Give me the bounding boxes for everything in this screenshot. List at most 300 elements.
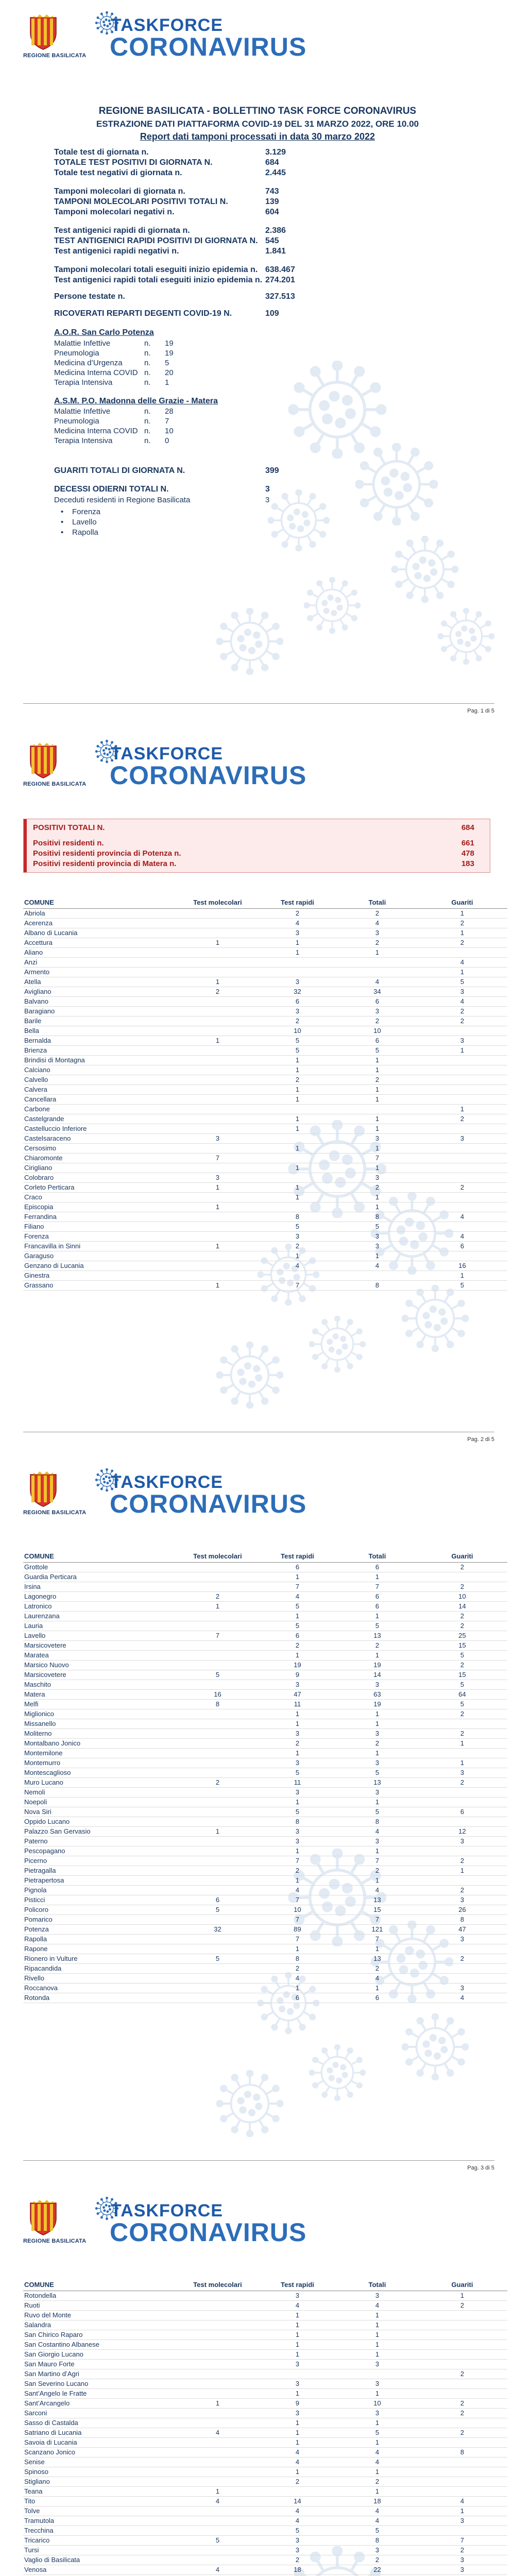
value-cell: 1 bbox=[258, 1876, 337, 1886]
table-row bbox=[23, 928, 507, 938]
value-cell: 2 bbox=[258, 1016, 337, 1026]
value-cell: 1 bbox=[258, 1144, 337, 1154]
value-cell: 34 bbox=[337, 987, 417, 997]
regione-basilicata-logo bbox=[23, 1471, 63, 1514]
value-cell: 4 bbox=[417, 997, 507, 1007]
comune-cell: Accettura bbox=[23, 938, 178, 948]
value-cell: 1 bbox=[337, 1251, 417, 1261]
value-cell: 4 bbox=[417, 1232, 507, 1242]
comune-cell: Castelluccio Inferiore bbox=[23, 1124, 178, 1134]
value-cell: 1 bbox=[258, 2428, 337, 2438]
value-cell: 14 bbox=[417, 1602, 507, 1612]
value-cell: 13 bbox=[337, 1895, 417, 1905]
value-cell: 2 bbox=[417, 919, 507, 928]
value-cell bbox=[178, 1817, 258, 1827]
value-cell: 1 bbox=[337, 1056, 417, 1065]
value-cell: 5 bbox=[258, 2526, 337, 2536]
value-cell bbox=[178, 1680, 258, 1690]
table-row bbox=[23, 1621, 507, 1631]
value-cell bbox=[178, 2311, 258, 2320]
value-cell: 7 bbox=[258, 1915, 337, 1925]
value-cell: 6 bbox=[258, 1563, 337, 1572]
value-cell: 6 bbox=[417, 1242, 507, 1251]
value-cell: 11 bbox=[258, 1700, 337, 1709]
guariti-row-label: GUARITI TOTALI DI GIORNATA N. bbox=[54, 466, 185, 475]
table-row bbox=[23, 1974, 507, 1984]
value-cell bbox=[178, 1974, 258, 1984]
value-cell bbox=[258, 958, 337, 968]
positives-row bbox=[33, 823, 474, 832]
table-row bbox=[23, 1964, 507, 1974]
taskforce-wordmark: TASKFORCE bbox=[111, 744, 224, 764]
value-cell: 1 bbox=[337, 1114, 417, 1124]
comune-cell: Barile bbox=[23, 1016, 178, 1026]
value-cell: 6 bbox=[337, 1036, 417, 1046]
value-cell bbox=[178, 1788, 258, 1798]
value-cell: 1 bbox=[178, 977, 258, 987]
table-row bbox=[23, 2546, 507, 2555]
comune-cell: Brindisi di Montagna bbox=[23, 1056, 178, 1065]
table-row bbox=[23, 1807, 507, 1817]
value-cell: 5 bbox=[417, 1680, 507, 1690]
stat-row bbox=[54, 236, 279, 246]
ward-row bbox=[54, 417, 169, 426]
comune-cell: San Severino Lucano bbox=[23, 2379, 178, 2389]
value-cell: 7 bbox=[337, 1915, 417, 1925]
value-cell: 3 bbox=[417, 2555, 507, 2565]
value-cell: 4 bbox=[337, 2458, 417, 2467]
coronavirus-wordmark: CORONAVIRUS bbox=[110, 32, 307, 61]
table-row bbox=[23, 1817, 507, 1827]
value-cell: 5 bbox=[337, 1222, 417, 1232]
comune-cell: Salandra bbox=[23, 2320, 178, 2330]
value-cell bbox=[417, 2487, 507, 2497]
page-4 bbox=[0, 2185, 515, 2576]
value-cell: 1 bbox=[258, 1065, 337, 1075]
value-cell bbox=[178, 2546, 258, 2555]
deceduti-value: 3 bbox=[265, 496, 270, 504]
value-cell: 3 bbox=[337, 928, 417, 938]
regione-basilicata-logo bbox=[23, 743, 63, 785]
value-cell bbox=[178, 1085, 258, 1095]
virus-watermark-icon bbox=[268, 489, 330, 554]
value-cell bbox=[417, 1202, 507, 1212]
value-cell: 1 bbox=[337, 2350, 417, 2360]
value-cell bbox=[178, 1222, 258, 1232]
value-cell bbox=[417, 2379, 507, 2389]
value-cell: 4 bbox=[258, 1261, 337, 1271]
stat-row-label: Test antigenici rapidi totali eseguiti inizio epidemia n. bbox=[54, 276, 263, 284]
value-cell: 5 bbox=[337, 1046, 417, 1056]
ward-row bbox=[54, 359, 169, 367]
table-row bbox=[23, 1729, 507, 1739]
value-cell: 2 bbox=[417, 2428, 507, 2438]
table-row bbox=[23, 1251, 507, 1261]
value-cell: 2 bbox=[337, 2555, 417, 2565]
place-item: • Lavello bbox=[61, 518, 97, 527]
comune-cell: San Costantino Albanese bbox=[23, 2340, 178, 2350]
value-cell: 2 bbox=[417, 2369, 507, 2379]
ward-n: n. bbox=[144, 349, 151, 358]
table-row bbox=[23, 2301, 507, 2311]
virus-watermark-icon bbox=[216, 2070, 283, 2140]
value-cell: 4 bbox=[258, 1592, 337, 1602]
value-cell: 4 bbox=[337, 1827, 417, 1837]
comune-cell: Baragiano bbox=[23, 1007, 178, 1016]
value-cell: 4 bbox=[337, 2506, 417, 2516]
ward-value: 19 bbox=[165, 349, 174, 358]
value-cell: 1 bbox=[178, 1036, 258, 1046]
value-cell: 1 bbox=[178, 1202, 258, 1212]
table-row bbox=[23, 1651, 507, 1660]
positives-label: Positivi residenti provincia di Potenza n. bbox=[33, 849, 181, 858]
comune-cell: Rivello bbox=[23, 1974, 178, 1984]
stat-row-value: 109 bbox=[265, 309, 279, 318]
table-row bbox=[23, 1641, 507, 1651]
value-cell bbox=[178, 919, 258, 928]
value-cell: 1 bbox=[178, 2487, 258, 2497]
table-row bbox=[23, 2428, 507, 2438]
value-cell: 15 bbox=[417, 1670, 507, 1680]
table-row bbox=[23, 1016, 507, 1026]
value-cell bbox=[417, 2467, 507, 2477]
value-cell: 2 bbox=[337, 1739, 417, 1749]
comune-cell: Tricarico bbox=[23, 2536, 178, 2546]
stat-row-label: Persone testate n. bbox=[54, 292, 125, 301]
value-cell: 5 bbox=[417, 1651, 507, 1660]
value-cell bbox=[178, 1886, 258, 1895]
table-row bbox=[23, 968, 507, 977]
comune-cell: Sarconi bbox=[23, 2409, 178, 2418]
value-cell bbox=[178, 1915, 258, 1925]
ward-name: Malattie Infettive bbox=[54, 407, 111, 416]
municipality-table bbox=[23, 2281, 507, 2576]
comune-cell: Missanello bbox=[23, 1719, 178, 1729]
value-cell: 4 bbox=[337, 1974, 417, 1984]
value-cell: 19 bbox=[337, 1700, 417, 1709]
comune-cell: Montemurro bbox=[23, 1758, 178, 1768]
ward-name: Terapia Intensiva bbox=[54, 436, 113, 445]
comune-cell: Policoro bbox=[23, 1905, 178, 1915]
taskforce-wordmark: TASKFORCE bbox=[111, 15, 224, 35]
value-cell: 2 bbox=[417, 1709, 507, 1719]
value-cell: 6 bbox=[258, 997, 337, 1007]
table-row bbox=[23, 1281, 507, 1291]
value-cell bbox=[178, 1709, 258, 1719]
value-cell: 3 bbox=[258, 1837, 337, 1846]
comune-cell: Cancellara bbox=[23, 1095, 178, 1105]
table-row bbox=[23, 2399, 507, 2409]
positives-value: 478 bbox=[461, 849, 474, 858]
value-cell bbox=[258, 2487, 337, 2497]
value-cell bbox=[178, 1964, 258, 1974]
table-row bbox=[23, 1837, 507, 1846]
value-cell: 7 bbox=[178, 1154, 258, 1163]
value-cell: 4 bbox=[337, 1261, 417, 1271]
value-cell bbox=[178, 1729, 258, 1739]
value-cell: 4 bbox=[337, 977, 417, 987]
value-cell: 1 bbox=[337, 2389, 417, 2399]
value-cell: 2 bbox=[337, 1866, 417, 1876]
value-cell: 3 bbox=[337, 1729, 417, 1739]
comune-cell: Matera bbox=[23, 1690, 178, 1700]
value-cell: 1 bbox=[258, 1719, 337, 1729]
table-row bbox=[23, 1222, 507, 1232]
stat-row-value: 3.129 bbox=[265, 148, 286, 157]
value-cell: 2 bbox=[258, 1242, 337, 1251]
comune-cell: Scanzano Jonico bbox=[23, 2448, 178, 2458]
value-cell bbox=[178, 1056, 258, 1065]
comune-cell: Satriano di Lucania bbox=[23, 2428, 178, 2438]
value-cell: 1 bbox=[337, 1651, 417, 1660]
value-cell: 2 bbox=[337, 1075, 417, 1085]
table-row bbox=[23, 2438, 507, 2448]
table-row bbox=[23, 1846, 507, 1856]
value-cell: 4 bbox=[417, 1212, 507, 1222]
table-row bbox=[23, 2487, 507, 2497]
comune-cell: Marsicovetere bbox=[23, 1670, 178, 1680]
value-cell bbox=[417, 1124, 507, 1134]
value-cell bbox=[417, 1173, 507, 1183]
value-cell bbox=[417, 1846, 507, 1856]
value-cell: 6 bbox=[178, 1895, 258, 1905]
table-row bbox=[23, 2418, 507, 2428]
taskforce-wordmark: TASKFORCE bbox=[111, 1472, 224, 1492]
value-cell bbox=[417, 1817, 507, 1827]
comune-cell: Pietrapertosa bbox=[23, 1876, 178, 1886]
value-cell: 32 bbox=[178, 1925, 258, 1935]
value-cell bbox=[337, 958, 417, 968]
value-cell: 1 bbox=[258, 2418, 337, 2428]
value-cell: 8 bbox=[258, 1817, 337, 1827]
table-row bbox=[23, 1075, 507, 1085]
value-cell: 1 bbox=[258, 2311, 337, 2320]
comune-cell: Ferrandina bbox=[23, 1212, 178, 1222]
comune-cell: Episcopia bbox=[23, 1202, 178, 1212]
value-cell: 3 bbox=[417, 1984, 507, 1993]
value-cell bbox=[178, 2418, 258, 2428]
comune-cell: Vaglio di Basilicata bbox=[23, 2555, 178, 2565]
value-cell: 1 bbox=[417, 2506, 507, 2516]
value-cell: 3 bbox=[258, 1007, 337, 1016]
value-cell: 2 bbox=[258, 2555, 337, 2565]
comune-cell: Lagonegro bbox=[23, 1592, 178, 1602]
table-row bbox=[23, 948, 507, 958]
comune-cell: Anzi bbox=[23, 958, 178, 968]
value-cell bbox=[178, 2516, 258, 2526]
table-row bbox=[23, 987, 507, 997]
table-row bbox=[23, 1876, 507, 1886]
hospital-aor-label: A.O.R. San Carlo Potenza bbox=[54, 328, 154, 337]
comune-cell: Chiaromonte bbox=[23, 1154, 178, 1163]
value-cell: 1 bbox=[337, 1984, 417, 1993]
value-cell bbox=[178, 2379, 258, 2389]
value-cell bbox=[258, 1173, 337, 1183]
positives-label: POSITIVI TOTALI N. bbox=[33, 823, 105, 832]
comune-cell: Atella bbox=[23, 977, 178, 987]
table-row bbox=[23, 2448, 507, 2458]
value-cell bbox=[417, 2320, 507, 2330]
value-cell: 3 bbox=[337, 1758, 417, 1768]
virus-watermark-icon bbox=[216, 1342, 283, 1411]
value-cell bbox=[178, 948, 258, 958]
value-cell bbox=[417, 1085, 507, 1095]
value-cell: 1 bbox=[417, 909, 507, 919]
region-name: REGIONE BASILICATA bbox=[23, 2238, 87, 2244]
value-cell: 1 bbox=[417, 1866, 507, 1876]
value-cell: 1 bbox=[178, 2399, 258, 2409]
region-name: REGIONE BASILICATA bbox=[23, 1510, 87, 1516]
ward-name: Pneumologia bbox=[54, 349, 99, 358]
value-cell: 1 bbox=[258, 1709, 337, 1719]
value-cell: 1 bbox=[337, 1193, 417, 1202]
comune-cell: Rionero in Vulture bbox=[23, 1954, 178, 1964]
value-cell: 10 bbox=[337, 1026, 417, 1036]
value-cell: 9 bbox=[258, 1670, 337, 1680]
value-cell bbox=[178, 1984, 258, 1993]
value-cell bbox=[178, 2340, 258, 2350]
ward-value: 5 bbox=[165, 359, 169, 367]
value-cell: 1 bbox=[337, 2320, 417, 2330]
value-cell: 13 bbox=[337, 1631, 417, 1641]
table-row bbox=[23, 1592, 507, 1602]
value-cell: 6 bbox=[337, 997, 417, 1007]
value-cell: 8 bbox=[417, 1915, 507, 1925]
value-cell: 32 bbox=[258, 987, 337, 997]
value-cell bbox=[178, 1114, 258, 1124]
table-row bbox=[23, 2291, 507, 2301]
value-cell: 3 bbox=[258, 1788, 337, 1798]
stat-row-value: 743 bbox=[265, 187, 279, 196]
table-row bbox=[23, 2477, 507, 2487]
value-cell bbox=[178, 2301, 258, 2311]
value-cell: 1 bbox=[258, 1846, 337, 1856]
table-row bbox=[23, 1261, 507, 1271]
value-cell: 5 bbox=[337, 1768, 417, 1778]
value-cell: 4 bbox=[258, 2458, 337, 2467]
value-cell: 2 bbox=[258, 2477, 337, 2487]
value-cell: 1 bbox=[258, 2340, 337, 2350]
value-cell bbox=[178, 1144, 258, 1154]
guariti-row-value: 399 bbox=[265, 466, 279, 475]
ward-name: Malattie Infettive bbox=[54, 339, 111, 348]
comune-cell: Pomarico bbox=[23, 1915, 178, 1925]
table-row bbox=[23, 2536, 507, 2546]
value-cell bbox=[178, 2555, 258, 2565]
table-row bbox=[23, 1183, 507, 1193]
comune-cell: Trecchina bbox=[23, 2526, 178, 2536]
table-row bbox=[23, 909, 507, 919]
comune-cell: Picerno bbox=[23, 1856, 178, 1866]
table-row bbox=[23, 1134, 507, 1144]
comune-cell: Potenza bbox=[23, 1925, 178, 1935]
value-cell: 1 bbox=[178, 1281, 258, 1291]
value-cell bbox=[417, 1222, 507, 1232]
table-row bbox=[23, 1582, 507, 1592]
table-row bbox=[23, 1193, 507, 1202]
value-cell bbox=[417, 948, 507, 958]
table-row bbox=[23, 1173, 507, 1183]
column-header: Test rapidi bbox=[258, 2281, 337, 2291]
comune-cell: Moliterno bbox=[23, 1729, 178, 1739]
value-cell: 1 bbox=[258, 1251, 337, 1261]
comune-cell: Maschito bbox=[23, 1680, 178, 1690]
value-cell bbox=[178, 928, 258, 938]
ward-row bbox=[54, 427, 174, 435]
value-cell: 2 bbox=[417, 1660, 507, 1670]
value-cell: 1 bbox=[337, 1065, 417, 1075]
value-cell: 3 bbox=[178, 1173, 258, 1183]
ward-row bbox=[54, 436, 169, 445]
table-row bbox=[23, 1866, 507, 1876]
positives-row bbox=[33, 859, 474, 868]
comune-cell: Genzano di Lucania bbox=[23, 1261, 178, 1271]
value-cell: 2 bbox=[417, 1886, 507, 1895]
comune-cell: Calciano bbox=[23, 1065, 178, 1075]
deceduti-row bbox=[54, 496, 269, 504]
value-cell: 25 bbox=[417, 1631, 507, 1641]
table-row bbox=[23, 1563, 507, 1572]
value-cell bbox=[417, 2330, 507, 2340]
coronavirus-wordmark: CORONAVIRUS bbox=[110, 2218, 307, 2247]
stat-row bbox=[54, 265, 295, 275]
value-cell bbox=[178, 997, 258, 1007]
stat-row-label: RICOVERATI REPARTI DEGENTI COVID-19 N. bbox=[54, 309, 232, 318]
table-row bbox=[23, 1690, 507, 1700]
value-cell: 10 bbox=[258, 1905, 337, 1915]
value-cell bbox=[417, 2350, 507, 2360]
table-row bbox=[23, 1758, 507, 1768]
decessi-row-value: 3 bbox=[265, 485, 270, 494]
table-row bbox=[23, 1026, 507, 1036]
comune-cell: Senise bbox=[23, 2458, 178, 2467]
value-cell bbox=[178, 1837, 258, 1846]
value-cell: 2 bbox=[417, 1563, 507, 1572]
stat-row bbox=[54, 168, 286, 178]
comune-cell: Pignola bbox=[23, 1886, 178, 1895]
comune-cell: Ruvo del Monte bbox=[23, 2311, 178, 2320]
value-cell: 3 bbox=[258, 2360, 337, 2369]
table-row bbox=[23, 2526, 507, 2536]
table-row bbox=[23, 1984, 507, 1993]
value-cell: 3 bbox=[337, 2546, 417, 2555]
stat-row-value: 139 bbox=[265, 197, 279, 206]
table-row bbox=[23, 1915, 507, 1925]
stat-row-label: Test antigenici rapidi negativi n. bbox=[54, 247, 179, 256]
value-cell bbox=[178, 1651, 258, 1660]
value-cell: 15 bbox=[337, 1905, 417, 1915]
value-cell: 2 bbox=[337, 938, 417, 948]
positives-box bbox=[23, 819, 490, 873]
footer-rule bbox=[23, 2160, 494, 2161]
value-cell: 63 bbox=[337, 1690, 417, 1700]
value-cell: 5 bbox=[258, 1768, 337, 1778]
value-cell: 5 bbox=[258, 1602, 337, 1612]
comune-cell: Rotondella bbox=[23, 2291, 178, 2301]
value-cell bbox=[258, 968, 337, 977]
value-cell bbox=[417, 1065, 507, 1075]
ward-n: n. bbox=[144, 339, 151, 348]
table-row bbox=[23, 1631, 507, 1641]
stat-row-label: TAMPONI MOLECOLARI POSITIVI TOTALI N. bbox=[54, 197, 228, 206]
page-header bbox=[23, 740, 332, 791]
table-row bbox=[23, 1085, 507, 1095]
stat-row-value: 2.386 bbox=[265, 226, 286, 235]
comune-cell: Ruoti bbox=[23, 2301, 178, 2311]
value-cell: 4 bbox=[178, 2565, 258, 2575]
region-name: REGIONE BASILICATA bbox=[23, 781, 87, 787]
value-cell bbox=[178, 1612, 258, 1621]
